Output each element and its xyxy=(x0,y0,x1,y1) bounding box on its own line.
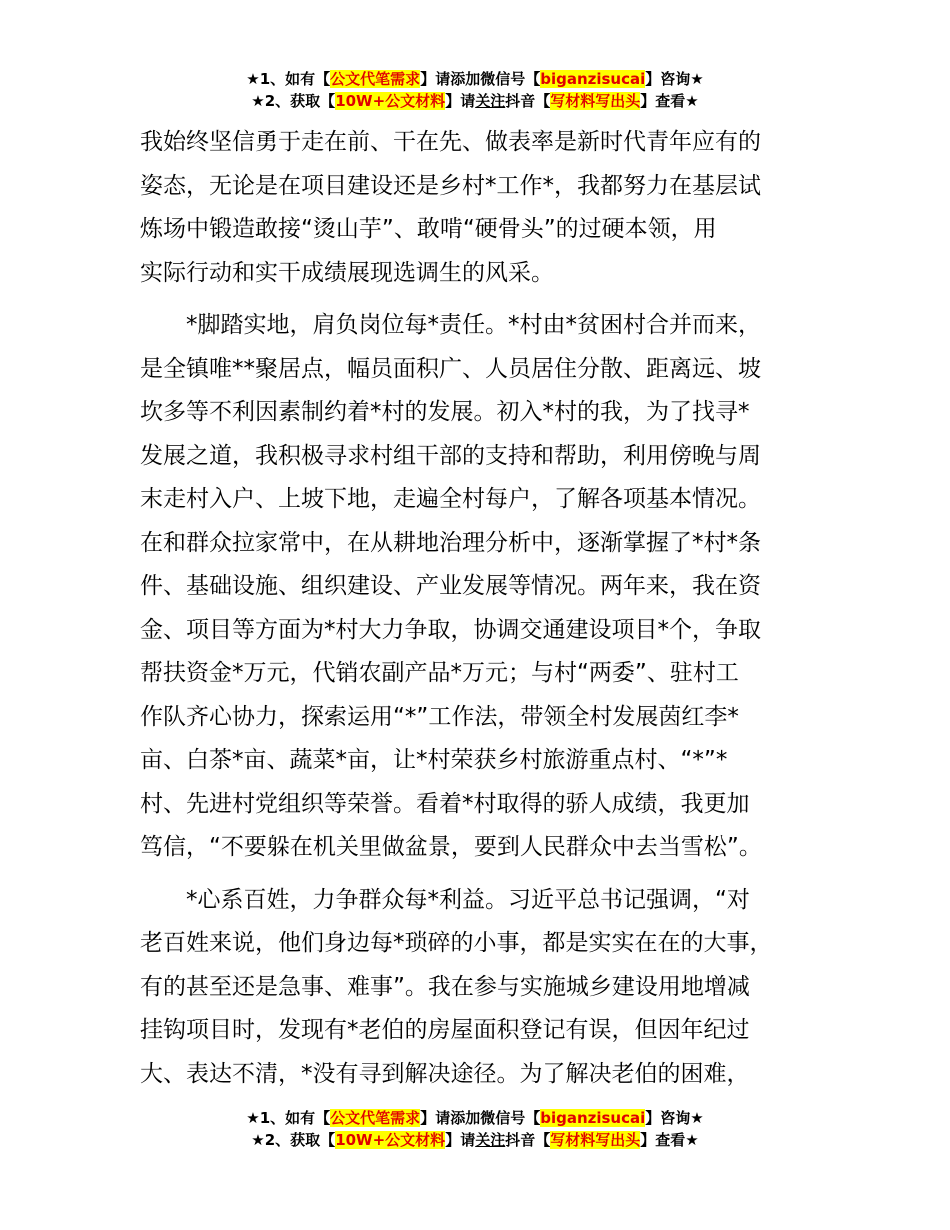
banner-follow-text: 关注 xyxy=(475,92,506,110)
banner-text: 】请 xyxy=(445,92,476,110)
body-line: 在和群众拉家常中，在从耕地治理分析中，逐渐掌握了*村*条 xyxy=(140,529,761,556)
highlight-materials: 10W+公文材料 xyxy=(335,92,446,110)
body-line: 金、项目等方面为*村大力争取，协调交通建设项目*个，争取 xyxy=(140,616,761,643)
banner-text: 】咨询★ xyxy=(645,70,704,88)
body-line: 有的甚至还是急事、难事”。我在参与实施城乡建设用地增减 xyxy=(140,973,750,1000)
banner-line-2 xyxy=(0,1129,950,1151)
highlight-douyin-account: 写材料写出头 xyxy=(550,1131,641,1149)
highlight-materials: 10W+公文材料 xyxy=(335,1131,446,1149)
bottom-banner xyxy=(0,1107,950,1151)
body-line: 帮扶资金*万元，代销农副产品*万元；与村“两委”、驻村工 xyxy=(140,660,739,686)
banner-text: 】请添加微信号【 xyxy=(420,70,541,88)
body-line: 村、先进村党组织等荣誉。看着*村取得的骄人成绩，我更加 xyxy=(140,790,750,817)
top-banner xyxy=(0,68,950,112)
banner-text: 】查看★ xyxy=(640,92,699,110)
body-line: 亩、白茶*亩、蔬菜*亩，让*村荣获乡村旅游重点村、“*”* xyxy=(140,747,728,773)
body-line: *心系百姓，力争群众每*利益。习近平总书记强调，“对 xyxy=(186,886,750,913)
banner-text: ★2、获取【 xyxy=(251,92,336,110)
document-body xyxy=(140,121,835,1096)
body-line: 作队齐心协力，探索运用“*”工作法，带领全村发展茵红李* xyxy=(140,703,739,730)
body-line: 挂钩项目时，发现有*老伯的房屋面积登记有误，但因年纪过 xyxy=(140,1017,750,1043)
body-line: 炼场中锻造敢接“烫山芋”、敢啃“硬骨头”的过硬本领，用 xyxy=(140,216,717,242)
body-line: 笃信，“不要躲在机关里做盆景，要到人民群众中去当雪松”。 xyxy=(140,834,762,860)
body-line: 末走村入户、上坡下地，走遍全村每户，了解各项基本情况。 xyxy=(140,486,761,512)
banner-text: 】请添加微信号【 xyxy=(420,1109,541,1127)
highlight-wechat-id: biganzisucai xyxy=(540,1109,646,1127)
highlight-ghostwriting: 公文代笔需求 xyxy=(330,1109,421,1127)
banner-text: 】请 xyxy=(445,1131,476,1149)
highlight-wechat-id: biganzisucai xyxy=(540,70,646,88)
banner-text: ★2、获取【 xyxy=(251,1131,336,1149)
body-line: 是全镇唯**聚居点，幅员面积广、人员居住分散、距离远、坡 xyxy=(140,355,761,382)
highlight-douyin-account: 写材料写出头 xyxy=(550,92,641,110)
banner-line-1 xyxy=(0,68,950,90)
body-line: 发展之道，我积极寻求村组干部的支持和帮助，利用傍晚与周 xyxy=(140,442,761,469)
highlight-ghostwriting: 公文代笔需求 xyxy=(330,70,421,88)
banner-text: ★1、如有【 xyxy=(246,1109,331,1127)
body-line: *脚踏实地，肩负岗位每*责任。*村由*贫困村合并而来， xyxy=(186,312,761,338)
body-line: 我始终坚信勇于走在前、干在先、做表率是新时代青年应有的 xyxy=(140,129,761,155)
body-line: 件、基础设施、组织建设、产业发展等情况。两年来，我在资 xyxy=(140,573,761,599)
banner-text: 】咨询★ xyxy=(645,1109,704,1127)
body-line: 坎多等不利因素制约着*村的发展。初入*村的我，为了找寻* xyxy=(140,399,750,425)
banner-text: 抖音【 xyxy=(505,92,551,110)
banner-follow-text: 关注 xyxy=(475,1131,506,1149)
banner-text: ★1、如有【 xyxy=(246,70,331,88)
banner-line-2 xyxy=(0,90,950,112)
banner-text: 】查看★ xyxy=(640,1131,699,1149)
body-line: 姿态，无论是在项目建设还是乡村*工作*，我都努力在基层试 xyxy=(140,172,761,199)
body-line: 实际行动和实干成绩展现选调生的风采。 xyxy=(140,259,554,286)
body-line: 大、表达不清，*没有寻到解决途径。为了解决老伯的困难， xyxy=(140,1060,750,1087)
body-line: 老百姓来说，他们身边每*琐碎的小事，都是实实在在的大事， xyxy=(140,930,773,956)
banner-text: 抖音【 xyxy=(505,1131,551,1149)
banner-line-1 xyxy=(0,1107,950,1129)
